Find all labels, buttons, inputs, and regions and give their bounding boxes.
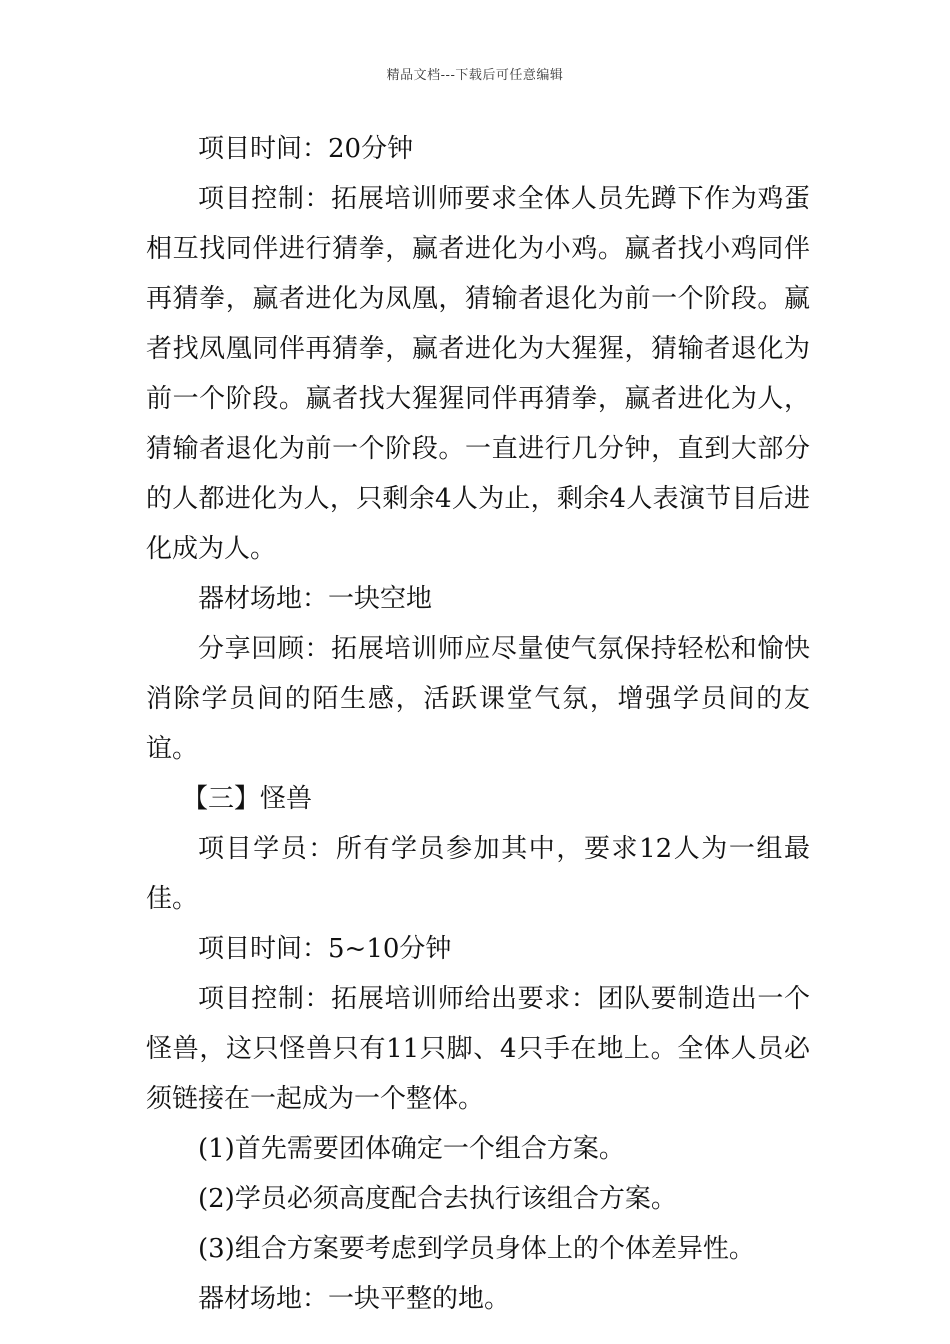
paragraph-duration-2: 项目时间：5~10分钟 — [198, 934, 452, 964]
paragraph-review: 分享回顾：拓展培训师应尽量使气氛保持轻松和愉快消除学员间的陌生感，活跃课堂气氛，增强学员间的友谊。 — [146, 634, 810, 764]
paragraph-control: 项目控制：拓展培训师要求全体人员先蹲下作为鸡蛋相互找同伴进行猜拳，赢者进化为小鸡。赢者找小鸡同伴再猜拳，赢者进化为凤凰，猜输者退化为前一个阶段。赢者找凤凰同伴再猜拳，赢者进化为大猩猩，猜输者退化为前一个阶段。赢者找大猩猩同伴再猜拳，赢者进化为人，猜输者退化为前一个阶段。一直进行几分钟，直到大部分的人都进化为人，只剩余4人为止，剩余4人表演节目后进化成为人。 — [146, 184, 810, 564]
paragraph-control-2: 项目控制：拓展培训师给出要求：团队要制造出一个怪兽，这只怪兽只有11只脚、4只手在地上。全体人员必须链接在一起成为一个整体。 — [146, 984, 810, 1114]
list-item: (3)组合方案要考虑到学员身体上的个体差异性。 — [198, 1234, 755, 1264]
paragraph-participants: 项目学员：所有学员参加其中，要求12人为一组最佳。 — [146, 834, 810, 914]
paragraph-duration: 项目时间：20分钟 — [198, 134, 414, 164]
paragraph-equipment-2: 器材场地：一块平整的地。 — [198, 1284, 511, 1314]
list-item: (1)首先需要团体确定一个组合方案。 — [198, 1134, 625, 1164]
document-body — [146, 124, 810, 1324]
paragraph-equipment: 器材场地：一块空地 — [198, 584, 433, 614]
page-header: 精品文档---下载后可任意编辑 — [386, 68, 564, 83]
section-heading: 【三】怪兽 — [182, 784, 313, 814]
list-item: (2)学员必须高度配合去执行该组合方案。 — [198, 1184, 677, 1214]
